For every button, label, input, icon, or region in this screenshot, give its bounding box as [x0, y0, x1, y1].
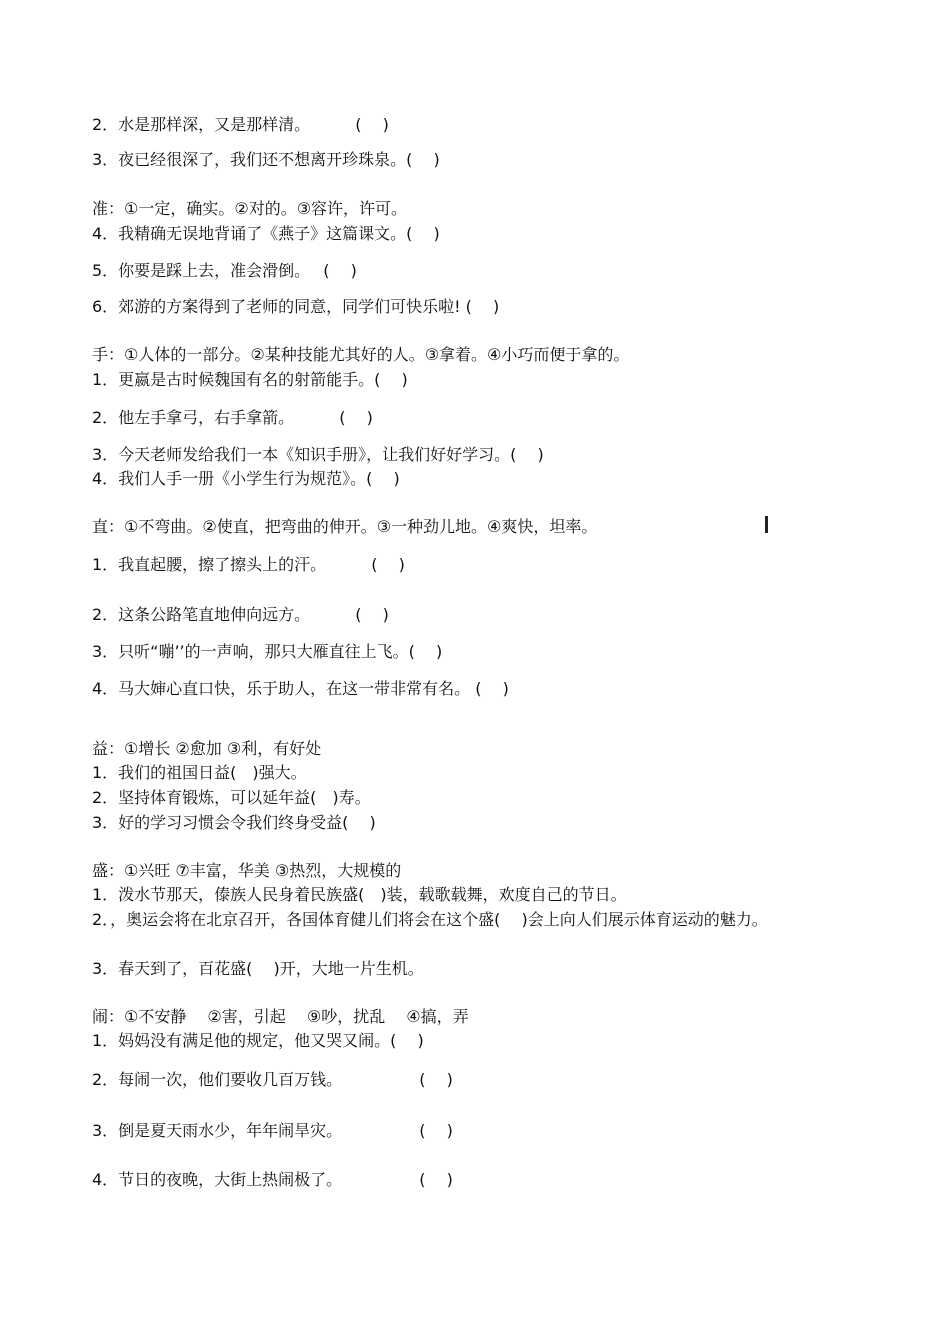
question-line: 1．我们的祖国日益( )强大。 [92, 763, 307, 782]
definition-line: 闹：①不安静 ②害，引起 ⑨吵，扰乱 ④搞，弄 [92, 1007, 469, 1026]
question-line: 5．你要是踩上去，准会滑倒。 ( ) [92, 261, 357, 280]
cursor-mark [765, 516, 768, 533]
definition-line: 盛：①兴旺 ⑦丰富，华美 ③热烈，大规模的 [92, 861, 402, 880]
question-line: 4．我们人手一册《小学生行为规范》。( ) [92, 469, 400, 488]
question-line: 3．倒是夏天雨水少，年年闹旱灾。 ( ) [92, 1121, 453, 1140]
question-line: 1．我直起腰，擦了擦头上的汗。 ( ) [92, 555, 405, 574]
question-line: 2．，奥运会将在北京召开，各国体育健儿们将会在这个盛( )会上向人们展示体育运动的魅力。 [92, 910, 768, 929]
question-line: 1．更嬴是古时候魏国有名的射箭能手。( ) [92, 370, 408, 389]
definition-line: 准：①一定，确实。②对的。③容许，许可。 [92, 199, 408, 218]
question-line: 2．他左手拿弓，右手拿箭。 ( ) [92, 408, 373, 427]
question-line: 3．春天到了，百花盛( )开，大地一片生机。 [92, 959, 424, 978]
question-line: 2．坚持体育锻炼，可以延年益( )寿。 [92, 788, 371, 807]
definition-line: 益：①增长 ②愈加 ③利，有好处 [92, 739, 322, 758]
question-line: 2．水是那样深，又是那样清。 ( ) [92, 115, 389, 134]
question-line: 6．郊游的方案得到了老师的同意，同学们可快乐啦! ( ) [92, 297, 500, 316]
definition-line: 直：①不弯曲。②使直，把弯曲的伸开。③一种劲儿地。④爽快，坦率。 [92, 517, 598, 536]
question-line: 2．每闹一次，他们要收几百万钱。 ( ) [92, 1070, 453, 1089]
question-line: 2．这条公路笔直地伸向远方。 ( ) [92, 605, 389, 624]
definition-line: 手：①人体的一部分。②某种技能尤其好的人。③拿着。④小巧而便于拿的。 [92, 345, 630, 364]
question-line: 4．我精确无误地背诵了《燕子》这篇课文。( ) [92, 224, 440, 243]
question-line: 4．马大婶心直口快，乐于助人，在这一带非常有名。 ( ) [92, 679, 509, 698]
question-line: 3．今天老师发给我们一本《知识手册》，让我们好好学习。( ) [92, 445, 544, 464]
question-line: 1．泼水节那天，傣族人民身着民族盛( )装，载歌载舞，欢度自己的节日。 [92, 885, 627, 904]
question-line: 3．夜已经很深了，我们还不想离开珍珠泉。( ) [92, 150, 440, 169]
question-line: 3．只听“嘣’’的一声响，那只大雁直往上飞。( ) [92, 642, 443, 661]
question-line: 3．好的学习习惯会令我们终身受益( ) [92, 813, 376, 832]
question-line: 1．妈妈没有满足他的规定，他又哭又闹。( ) [92, 1031, 424, 1050]
question-line: 4．节日的夜晚，大街上热闹极了。 ( ) [92, 1170, 453, 1189]
